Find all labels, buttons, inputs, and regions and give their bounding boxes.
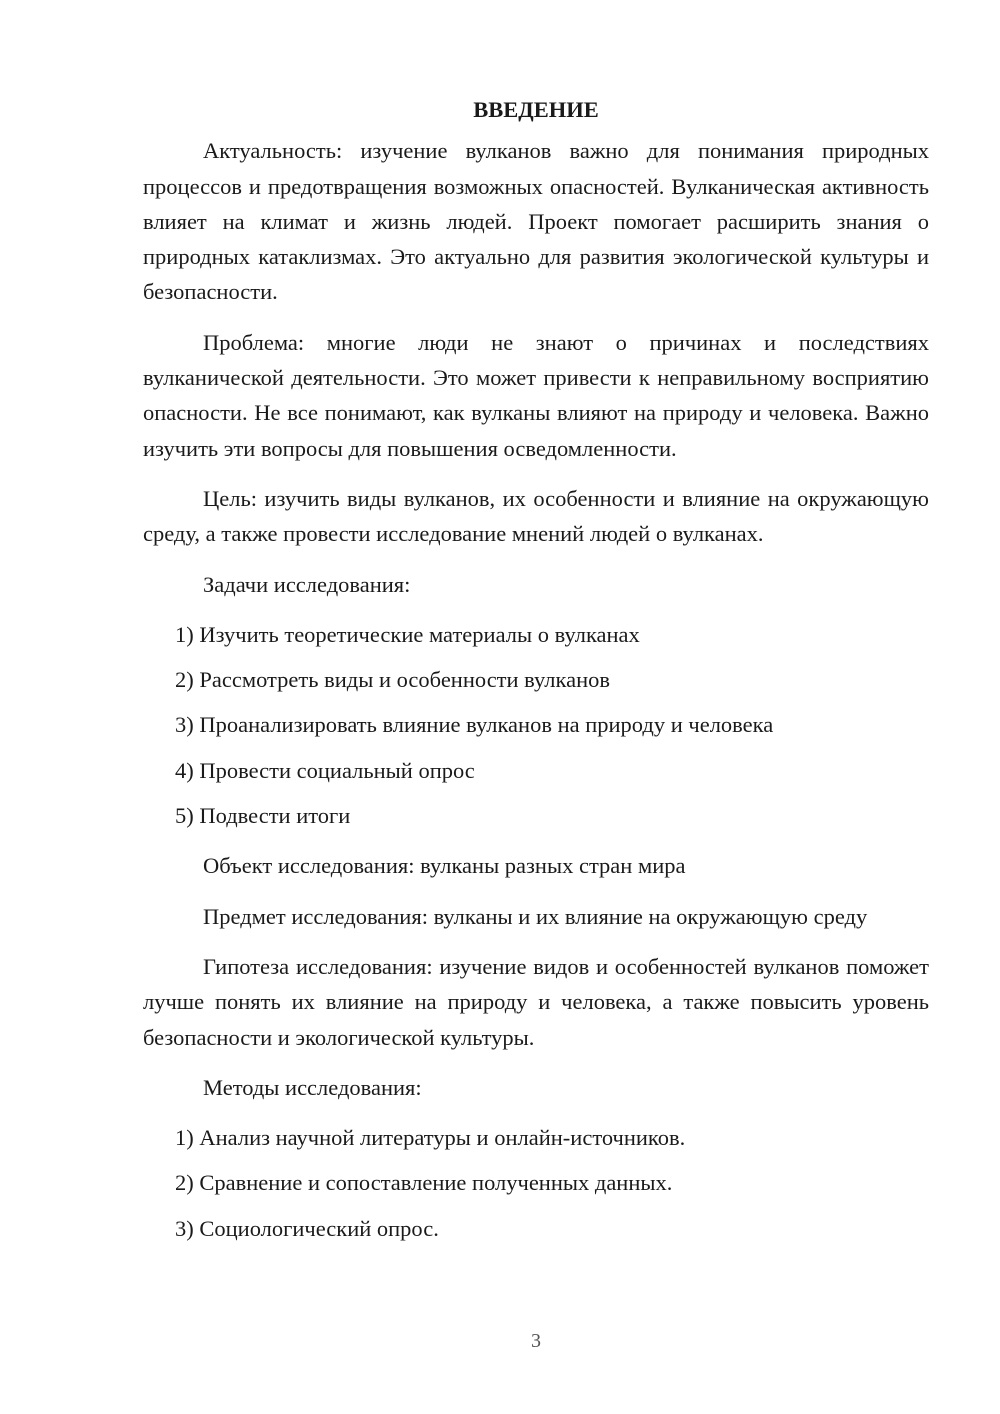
tasks-title: Задачи исследования: — [203, 571, 411, 597]
goal-paragraph: Цель: изучить виды вулканов, их особенности и влияние на окружающую среду, а также провести исследование мнений людей о вулканах. — [143, 485, 929, 547]
task-item: 1) Изучить теоретические материалы о вулканах — [175, 621, 640, 647]
relevance-paragraph: Актуальность: изучение вулканов важно для понимания природных процессов и предотвращения возможных опасностей. Вулканическая активность влияет на климат и жизнь людей. Проект помогает расширить знания о природных катаклизмах. Это актуально для развития экологической культуры и безопасности. — [143, 138, 929, 305]
object-paragraph: Объект исследования: вулканы разных стран мира — [203, 853, 686, 879]
task-item: 5) Подвести итоги — [175, 803, 351, 829]
subject-paragraph: Предмет исследования: вулканы и их влияние на окружающую среду — [203, 903, 868, 929]
task-item: 3) Проанализировать влияние вулканов на природу и человека — [175, 712, 774, 738]
task-item: 4) Провести социальный опрос — [175, 757, 475, 783]
section-heading: ВВЕДЕНИЕ — [473, 97, 599, 122]
task-item: 2) Рассмотреть виды и особенности вулканов — [175, 667, 611, 693]
page-number: 3 — [531, 1330, 541, 1352]
page-content — [143, 92, 929, 1256]
method-item: 3) Социологический опрос. — [175, 1215, 439, 1241]
hypothesis-paragraph: Гипотеза исследования: изучение видов и особенностей вулканов поможет лучше понять их влияние на природу и человека, а также повысить уровень безопасности и экологической культуры. — [143, 953, 929, 1050]
methods-title: Методы исследования: — [203, 1074, 422, 1100]
method-item: 1) Анализ научной литературы и онлайн-источников. — [175, 1125, 686, 1151]
problem-paragraph: Проблема: многие люди не знают о причинах и последствиях вулканической деятельности. Это может привести к неправильному восприятию опасности. Не все понимают, как вулканы влияют на природу и человека. Важно изучить эти вопросы для повышения осведомленности. — [143, 329, 929, 461]
method-item: 2) Сравнение и сопоставление полученных данных. — [175, 1170, 673, 1196]
